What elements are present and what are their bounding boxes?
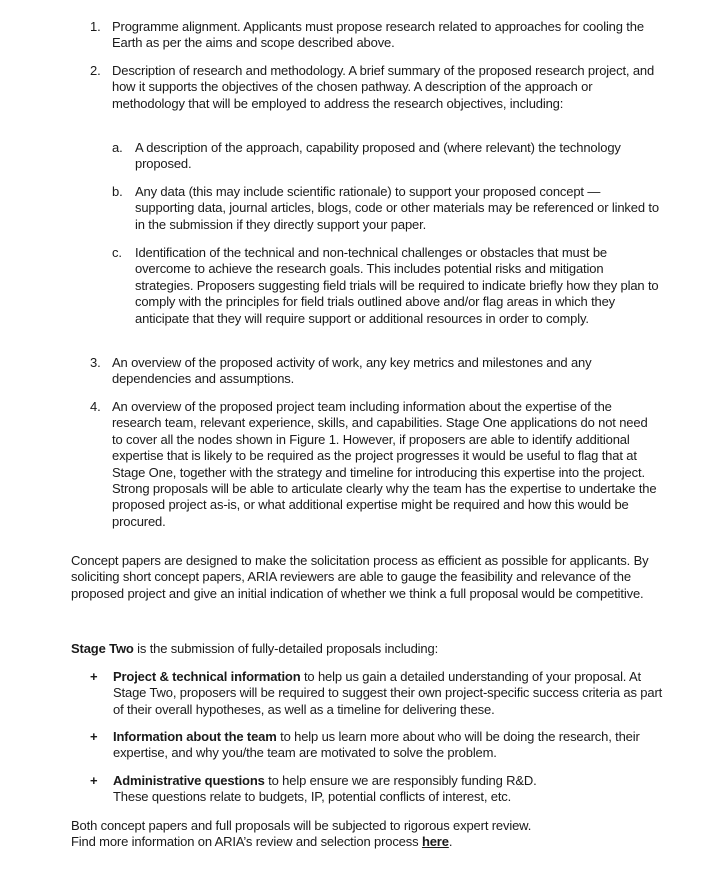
bullet-text: to help us gain a detailed understanding of your proposal. At Stage Two, proposers will be required to suggest their own project-specific success criteria as part of their overall hypotheses, as well as a timeline for delivering these. [113,669,663,717]
list-text: An overview of the proposed project team including information about the expertise of the research team, relevant experience, skills, and capabilities. Stage One applications do not need to cover all the nodes shown in Figure 1. However, if proposers are able to identify additional expertise that is likely to be required as the project progresses it would be useful to flag that at Stage One, together with the strategy and timeline for introducing this expertise into the project. Strong proposals will be able to articulate clearly why the team has the expertise to undertake the proposed project as-is, or what additional expertise might be required and how this would be procured. [112,399,657,529]
list-marker: c. [112,245,122,260]
plus-icon: + [90,669,98,684]
list-marker: b. [112,184,123,199]
list-text: Description of research and methodology. A brief summary of the proposed research project, and how it supports the objectives of the chosen pathway. A description of the approach or methodology that will be employed to address the research objectives, including: [112,63,655,111]
bullet-text: to help us learn more about who will be doing the research, their expertise, and why you/the team are motivated to solve the problem. [113,729,640,761]
bullet-text: to help ensure we are responsibly funding R&D. [264,773,537,788]
closing-paragraph [71,818,661,851]
plus-icon: + [90,773,98,788]
list-text: Any data (this may include scientific rationale) to support your proposed concept — supporting data, journal articles, blogs, code or other materials may be referenced or linked to in the submission if they directly support your paper. [135,184,659,232]
bullet-title: Administrative questions [113,773,265,788]
plus-icon: + [90,729,98,744]
bullet-title: Information about the team [113,729,277,744]
bullet-title: Project & technical information [113,669,301,684]
list-marker: 2. [90,63,101,78]
list-marker: a. [112,140,123,155]
list-marker: 1. [90,19,101,34]
stage-two-label: Stage Two [71,641,134,656]
bullet-text-2: These questions relate to budgets, IP, potential conflicts of interest, etc. [113,789,512,805]
list-marker: 3. [90,355,101,370]
list-text: An overview of the proposed activity of work, any key metrics and milestones and any dependencies and assumptions. [112,355,592,387]
closing-line-2: Find more information on ARIA’s review and selection process [71,834,422,850]
closing-period: . [448,834,453,850]
here-link[interactable]: here [421,834,449,850]
list-text: Programme alignment. Applicants must propose research related to approaches for cooling the Earth as per the aims and scope described above. [112,19,644,51]
stage-two-text: is the submission of fully-detailed proposals including: [133,641,439,656]
stage-two-intro [71,641,661,657]
closing-line-1: Both concept papers and full proposals will be subjected to rigorous expert review. [71,818,532,833]
list-marker: 4. [90,399,101,414]
concept-paragraph: Concept papers are designed to make the solicitation process as efficient as possible for applicants. By soliciting short concept papers, ARIA reviewers are able to gauge the feasibility and relevance of the proposed project and give an initial indication of whether we think a full proposal would be competitive. [71,553,649,601]
list-text: Identification of the technical and non-technical challenges or obstacles that must be overcome to achieve the research goals. This includes potential risks and mitigation strategies. Proposers suggesting field trials will be required to indicate briefly how they plan to comply with the principles for field trials outlined above and/or flag areas in which they anticipate that they will require support or additional resources in order to comply. [135,245,659,326]
list-text: A description of the approach, capability proposed and (where relevant) the technology proposed. [135,140,621,172]
